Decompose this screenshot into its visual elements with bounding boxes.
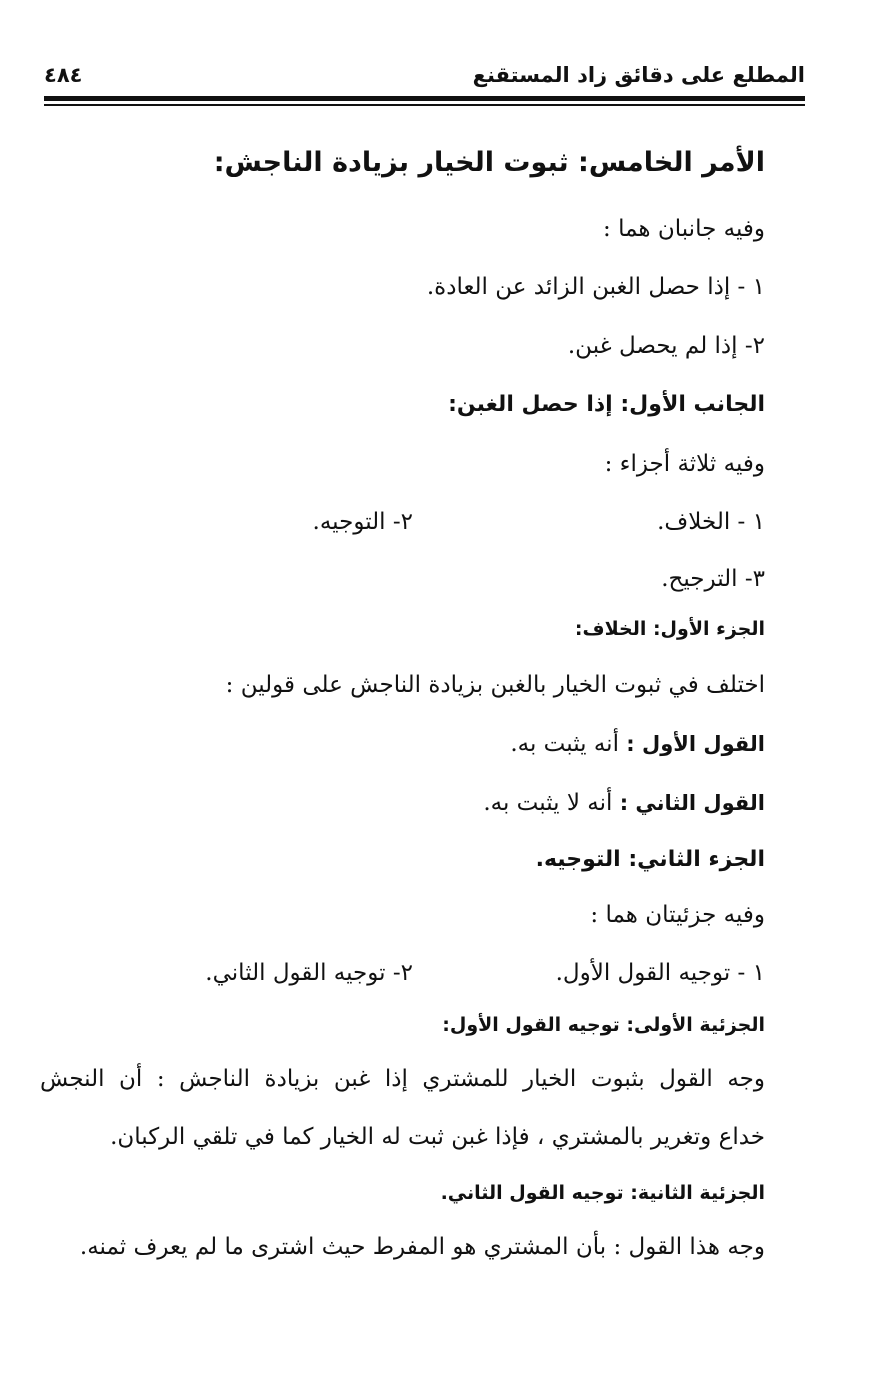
- justification-2: وجه هذا القول : بأن المشتري هو المفرط حيث اشترى ما لم يعرف ثمنه.: [79, 1234, 765, 1260]
- opinion-2: [483, 786, 765, 820]
- side1-heading: الجانب الأول: إذا حصل الغبن:: [448, 392, 765, 417]
- justification-1-line-2: خداع وتغرير بالمشتري ، فإذا غبن ثبت له الخيار كما في تلقي الركبان.: [110, 1124, 765, 1150]
- list-item-1: ١ - إذا حصل الغبن الزائد عن العادة.: [426, 274, 765, 300]
- part2-heading: الجزء الثاني: التوجيه.: [535, 847, 765, 872]
- opinion-1-text: أنه يثبت به.: [510, 731, 619, 757]
- subpart-item-1: ١ - توجيه القول الأول.: [555, 960, 765, 986]
- intro-sides: وفيه جانبان هما :: [603, 216, 765, 242]
- part-item-1: ١ - الخلاف.: [657, 509, 765, 535]
- opinion-1-label: القول الأول :: [626, 732, 765, 756]
- opinion-2-text: أنه لا يثبت به.: [483, 790, 613, 816]
- subpart-item-2: ٢- توجيه القول الثاني.: [205, 960, 413, 986]
- part-item-3: ٣- الترجيح.: [661, 566, 765, 592]
- intro-parts: وفيه ثلاثة أجزاء :: [604, 451, 765, 477]
- subpart1-heading: الجزئية الأولى: توجيه القول الأول:: [442, 1014, 765, 1036]
- book-title: المطلع على دقائق زاد المستقنع: [472, 63, 805, 87]
- section-heading: الأمر الخامس: ثبوت الخيار بزيادة الناجش:: [213, 147, 765, 178]
- opinion-1: [510, 727, 765, 761]
- part-item-2: ٢- التوجيه.: [312, 509, 413, 535]
- part1-heading: الجزء الأول: الخلاف:: [574, 618, 765, 640]
- dispute-text: اختلف في ثبوت الخيار بالغبن بزيادة الناجش على قولين :: [225, 672, 765, 698]
- running-header: [44, 60, 805, 100]
- header-rule-thick: [44, 96, 805, 101]
- list-item-2: ٢- إذا لم يحصل غبن.: [567, 333, 765, 359]
- page-number: ٤٨٤: [44, 63, 83, 87]
- opinion-2-label: القول الثاني :: [619, 791, 765, 815]
- header-rule-thin: [44, 104, 805, 106]
- justification-1-line-1: وجه القول بثبوت الخيار للمشتري إذا غبن بزيادة الناجش : أن النجش: [40, 1066, 765, 1092]
- subpart2-heading: الجزئية الثانية: توجيه القول الثاني.: [440, 1182, 765, 1204]
- intro-subparts: وفيه جزئيتان هما :: [590, 902, 765, 928]
